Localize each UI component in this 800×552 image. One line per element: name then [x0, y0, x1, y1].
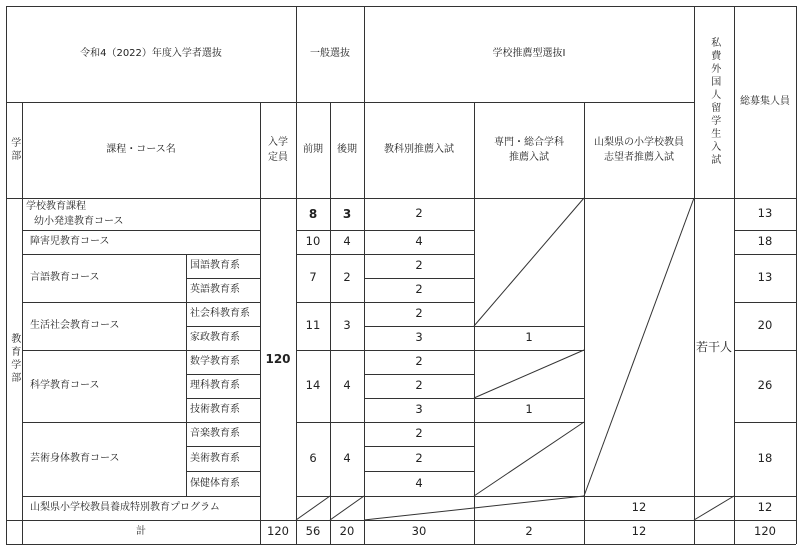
- course-gengo: 言語教育コース: [30, 272, 100, 284]
- kagaku-total: 26: [757, 378, 773, 393]
- course-shougai: 障害児教育コース: [30, 236, 110, 248]
- kagaku-specialty3: 1: [525, 402, 533, 417]
- header-specialty-rec: 専門・総合学科 推薦入試: [494, 136, 564, 163]
- seikatsu-sub2: 家政教育系: [190, 332, 240, 344]
- totals-subject: 30: [411, 524, 427, 539]
- header-total-recruit: 総募集人員: [740, 96, 790, 108]
- totals-early: 56: [305, 524, 321, 539]
- seikatsu-late: 3: [343, 318, 351, 333]
- course-youshou-label: 幼小発達教育コース: [34, 216, 124, 227]
- seikatsu-sub1: 社会科教育系: [190, 308, 250, 320]
- geijutsu-total: 18: [757, 451, 773, 466]
- totals-teacher: 12: [631, 524, 647, 539]
- header-subject-rec: 教科別推薦入試: [384, 144, 454, 156]
- capacity-total: 120: [265, 351, 291, 366]
- diagonal-line: [474, 350, 584, 398]
- diagonal-line: [296, 496, 330, 520]
- gengo-late: 2: [343, 270, 351, 285]
- seikatsu-subject2: 3: [415, 330, 423, 345]
- gengo-subject1: 2: [415, 258, 423, 273]
- faculty-name: 教育学部: [8, 333, 20, 385]
- intl-value: 若干人: [695, 339, 732, 354]
- special-total: 12: [757, 500, 773, 515]
- course-special: 山梨県小学校教員養成特別教育プログラム: [30, 502, 220, 514]
- geijutsu-subject2: 2: [415, 450, 423, 465]
- diagonal-line: [330, 496, 364, 520]
- course-youshou: [22, 198, 260, 230]
- totals-label: 計: [136, 526, 146, 538]
- kagaku-subject2: 2: [415, 378, 423, 393]
- kagaku-subject3: 3: [415, 402, 423, 417]
- diagonal-line: [584, 198, 694, 496]
- shougai-subject: 4: [415, 234, 423, 249]
- header-teacher-rec: 山梨県の小学校教員 志望者推薦入試: [594, 136, 684, 163]
- geijutsu-sub3: 保健体育系: [190, 477, 240, 489]
- totals-total: 120: [754, 524, 776, 539]
- shougai-late: 4: [343, 234, 351, 249]
- gengo-total: 13: [757, 270, 773, 285]
- kagaku-sub2: 理科教育系: [190, 380, 240, 392]
- kagaku-subject1: 2: [415, 354, 423, 369]
- course-seikatsu: 生活社会教育コース: [30, 320, 120, 332]
- geijutsu-late: 4: [343, 451, 351, 466]
- special-teacher: 12: [631, 500, 647, 515]
- totals-specialty: 2: [525, 524, 533, 539]
- kagaku-late: 4: [343, 378, 351, 393]
- shougai-total: 18: [757, 234, 773, 249]
- kagaku-sub3: 技術教育系: [190, 404, 240, 416]
- course-geijutsu: 芸術身体教育コース: [30, 453, 120, 465]
- geijutsu-early: 6: [309, 451, 317, 466]
- header-title: 令和4（2022）年度入学者選抜: [80, 48, 222, 60]
- header-faculty: 学部: [8, 137, 20, 163]
- course-kagaku: 科学教育コース: [30, 380, 100, 392]
- header-capacity: 入学 定員: [268, 136, 288, 163]
- header-course-name: 課程・コース名: [106, 144, 176, 156]
- totals-late: 20: [339, 524, 355, 539]
- program-name: 学校教育課程: [26, 200, 86, 212]
- youshou-late: 3: [342, 206, 352, 221]
- youshou-subject: 2: [415, 206, 423, 221]
- diagonal-line: [474, 198, 584, 326]
- gengo-early: 7: [309, 270, 317, 285]
- header-intl: 私費外国人留学生入試: [708, 37, 720, 167]
- header-early: 前期: [303, 144, 323, 156]
- youshou-total: 13: [757, 206, 773, 221]
- geijutsu-sub1: 音楽教育系: [190, 428, 240, 440]
- gengo-sub2: 英語教育系: [190, 284, 240, 296]
- totals-capacity: 120: [267, 524, 289, 539]
- kagaku-early: 14: [305, 378, 321, 393]
- diagonal-line: [694, 496, 734, 520]
- seikatsu-subject1: 2: [415, 306, 423, 321]
- header-late: 後期: [337, 144, 357, 156]
- kagaku-sub1: 数学教育系: [190, 356, 240, 368]
- geijutsu-subject3: 4: [415, 475, 423, 490]
- geijutsu-sub2: 美術教育系: [190, 452, 240, 464]
- shougai-early: 10: [305, 234, 321, 249]
- seikatsu-early: 11: [305, 318, 321, 333]
- header-general: 一般選抜: [310, 48, 350, 60]
- diagonal-line: [474, 422, 584, 496]
- seikatsu-total: 20: [757, 318, 773, 333]
- youshou-early: 8: [308, 206, 318, 221]
- header-school-rec: 学校推薦型選抜Ⅰ: [492, 48, 566, 60]
- geijutsu-subject1: 2: [415, 426, 423, 441]
- gengo-subject2: 2: [415, 282, 423, 297]
- gengo-sub1: 国語教育系: [190, 260, 240, 272]
- seikatsu-specialty2: 1: [525, 330, 533, 345]
